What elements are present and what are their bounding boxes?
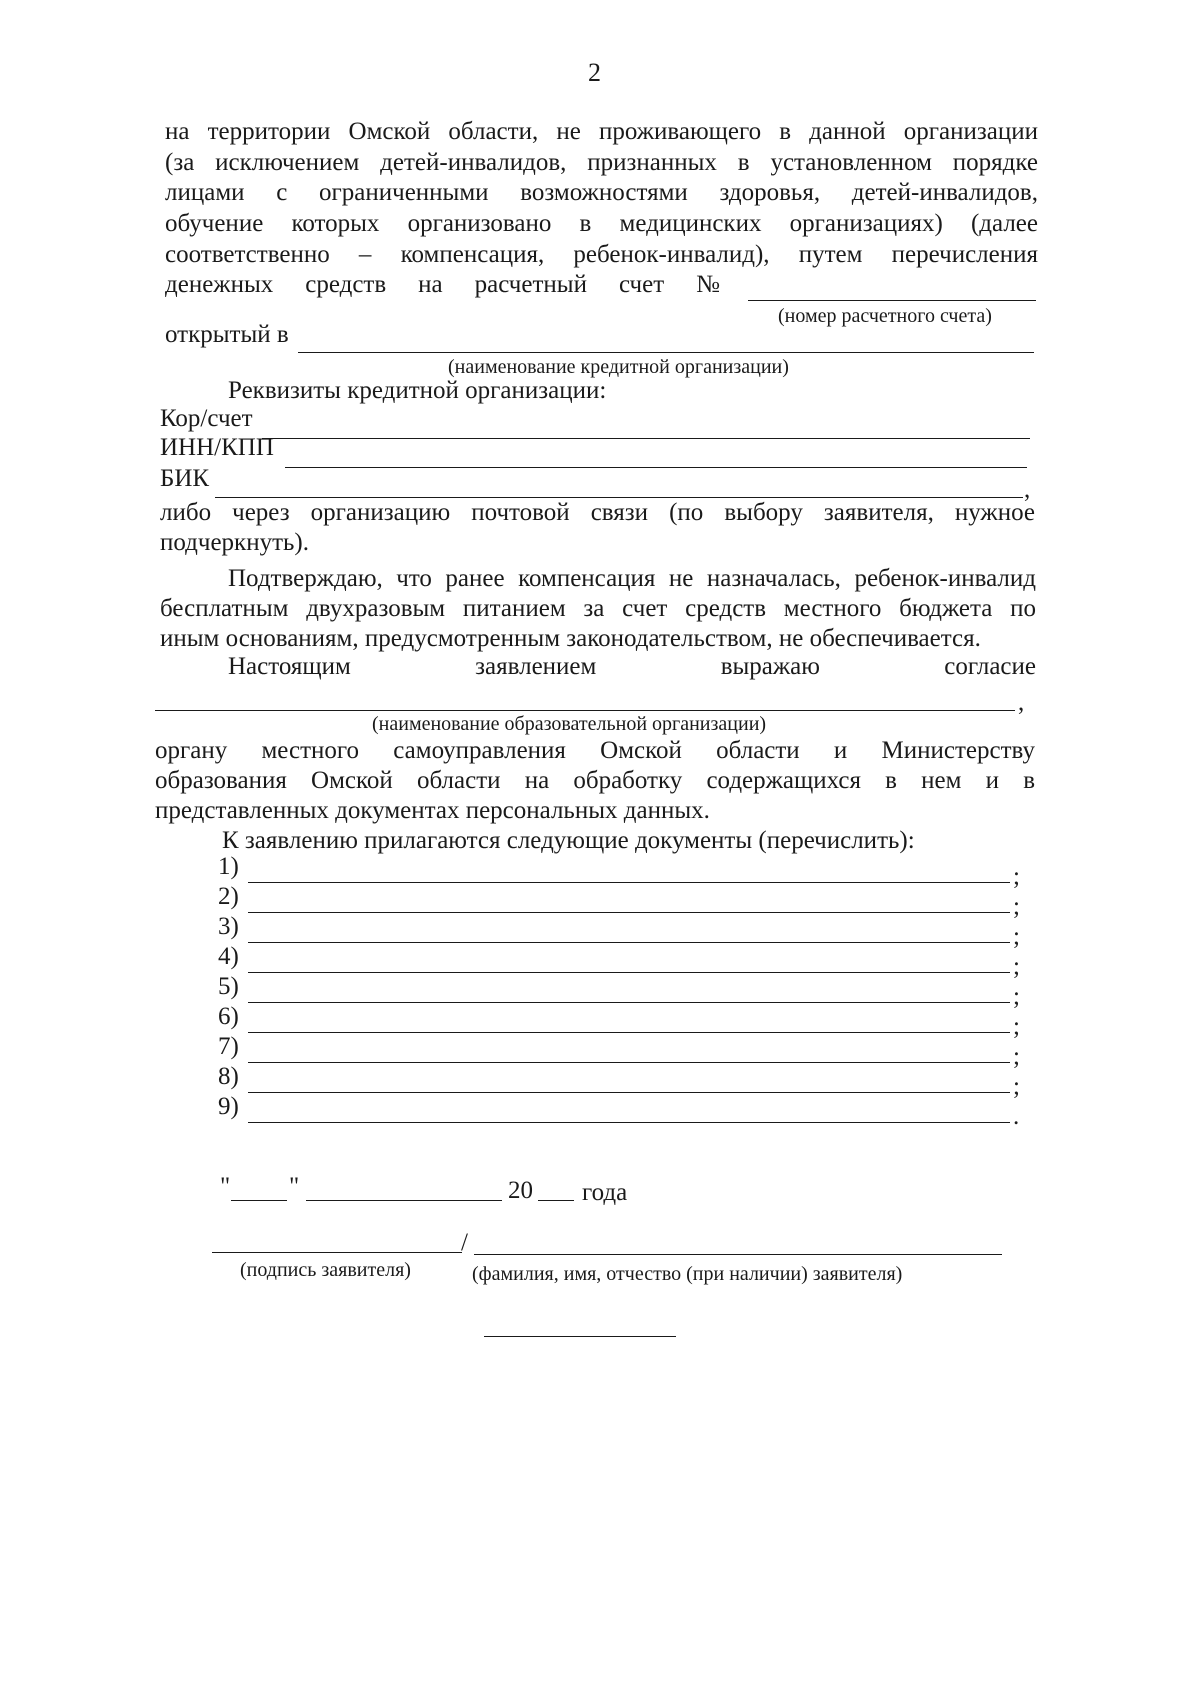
attachment-field[interactable]: [248, 1122, 1010, 1123]
edu-org-comma: ,: [1018, 689, 1025, 716]
attachment-number: 1): [218, 853, 239, 880]
attachment-number: 3): [218, 913, 239, 940]
attachment-number: 8): [218, 1063, 239, 1090]
account-word: средств: [305, 271, 387, 298]
attachment-field[interactable]: [248, 942, 1010, 943]
paragraph-line: обучение которых организовано в медицинских организациях) (далее: [165, 210, 1038, 237]
consent-body-line: представленных документах персональных данных.: [155, 797, 710, 824]
attachment-end: .: [1013, 1103, 1020, 1130]
account-number-field[interactable]: [748, 300, 1036, 301]
attachments-heading: К заявлению прилагаются следующие документы (перечислить):: [222, 827, 915, 854]
attachment-number: 6): [218, 1003, 239, 1030]
confirm-line: Подтверждаю, что ранее компенсация не назначалась, ребенок-инвалид: [228, 565, 1036, 592]
date-year-field[interactable]: [538, 1200, 574, 1201]
attachment-field[interactable]: [248, 1092, 1010, 1093]
postal-line: либо через организацию почтовой связи (по выбору заявителя, нужное: [160, 499, 1035, 526]
consent-body-line: органу местного самоуправления Омской области и Министерству: [155, 737, 1035, 764]
date-month-field[interactable]: [306, 1200, 502, 1201]
applicant-name-caption: (фамилия, имя, отчество (при наличии) заявителя): [472, 1263, 903, 1285]
bik-comma: ,: [1024, 476, 1031, 503]
attachment-field[interactable]: [248, 912, 1010, 913]
edu-org-field[interactable]: [155, 710, 1015, 711]
inn-label: ИНН/КПП: [160, 434, 274, 461]
year-prefix: 20: [508, 1177, 533, 1204]
consent-body-line: образования Омской области на обработку содержащихся в нем и в: [155, 767, 1035, 794]
attachment-end: ;: [1013, 1073, 1020, 1100]
account-word: счет: [618, 271, 665, 298]
attachment-end: ;: [1013, 1013, 1020, 1040]
account-line: [165, 270, 720, 300]
attachment-end: ;: [1013, 1043, 1020, 1070]
account-word: на: [418, 271, 443, 298]
end-divider: [484, 1336, 676, 1337]
signature-field[interactable]: [212, 1252, 462, 1253]
signature-caption: (подпись заявителя): [240, 1259, 411, 1281]
attachment-end: ;: [1013, 923, 1020, 950]
postal-line: подчеркнуть).: [160, 529, 309, 556]
kor-label: Кор/счет: [160, 405, 253, 432]
account-word: расчетный: [474, 271, 587, 298]
attachment-number: 4): [218, 943, 239, 970]
bik-label: БИК: [160, 465, 210, 492]
attachment-number: 7): [218, 1033, 239, 1060]
attachment-number: 9): [218, 1093, 239, 1120]
attachment-end: ;: [1013, 893, 1020, 920]
applicant-name-field[interactable]: [474, 1254, 1002, 1255]
paragraph-line: лицами с ограниченными возможностями здоровья, детей-инвалидов,: [165, 179, 1038, 206]
attachment-end: ;: [1013, 983, 1020, 1010]
attachment-number: 2): [218, 883, 239, 910]
attachment-end: ;: [1013, 863, 1020, 890]
account-number-caption: (номер расчетного счета): [778, 305, 992, 327]
consent-word: заявлением: [475, 653, 597, 680]
paragraph-line: (за исключением детей-инвалидов, признанных в установленном порядке: [165, 149, 1038, 176]
bank-name-caption: (наименование кредитной организации): [448, 356, 789, 378]
attachment-field[interactable]: [248, 882, 1010, 883]
account-word: денежных: [165, 271, 274, 298]
date-day-field[interactable]: [231, 1200, 287, 1201]
paragraph-line: на территории Омской области, не проживающего в данной организации: [165, 118, 1038, 145]
confirm-line: иным основаниям, предусмотренным законодательством, не обеспечивается.: [160, 625, 981, 652]
attachment-number: 5): [218, 973, 239, 1000]
date-quote-open: ": [220, 1173, 231, 1200]
inn-kpp-field[interactable]: [285, 467, 1027, 468]
kor-account-field[interactable]: [262, 438, 1030, 439]
bank-details-heading: Реквизиты кредитной организации:: [228, 377, 607, 404]
attachment-field[interactable]: [248, 972, 1010, 973]
consent-word: выражаю: [720, 653, 820, 680]
consent-word: Настоящим: [228, 653, 351, 680]
attachment-field[interactable]: [248, 1032, 1010, 1033]
attachment-field[interactable]: [248, 1002, 1010, 1003]
bank-name-field[interactable]: [298, 352, 1034, 353]
consent-line: [228, 652, 1036, 682]
signature-slash: /: [461, 1229, 468, 1256]
account-word: №: [696, 271, 720, 298]
date-quote-close: ": [289, 1173, 300, 1200]
paragraph-line: соответственно – компенсация, ребенок-инвалид), путем перечисления: [165, 241, 1038, 268]
edu-org-caption: (наименование образовательной организации): [372, 713, 767, 735]
attachment-end: ;: [1013, 953, 1020, 980]
year-suffix: года: [582, 1179, 628, 1206]
confirm-line: бесплатным двухразовым питанием за счет средств местного бюджета по: [160, 595, 1036, 622]
attachment-field[interactable]: [248, 1062, 1010, 1063]
consent-word: согласие: [944, 653, 1036, 680]
opened-in-label: открытый в: [165, 321, 289, 348]
page-number: 2: [588, 58, 601, 87]
